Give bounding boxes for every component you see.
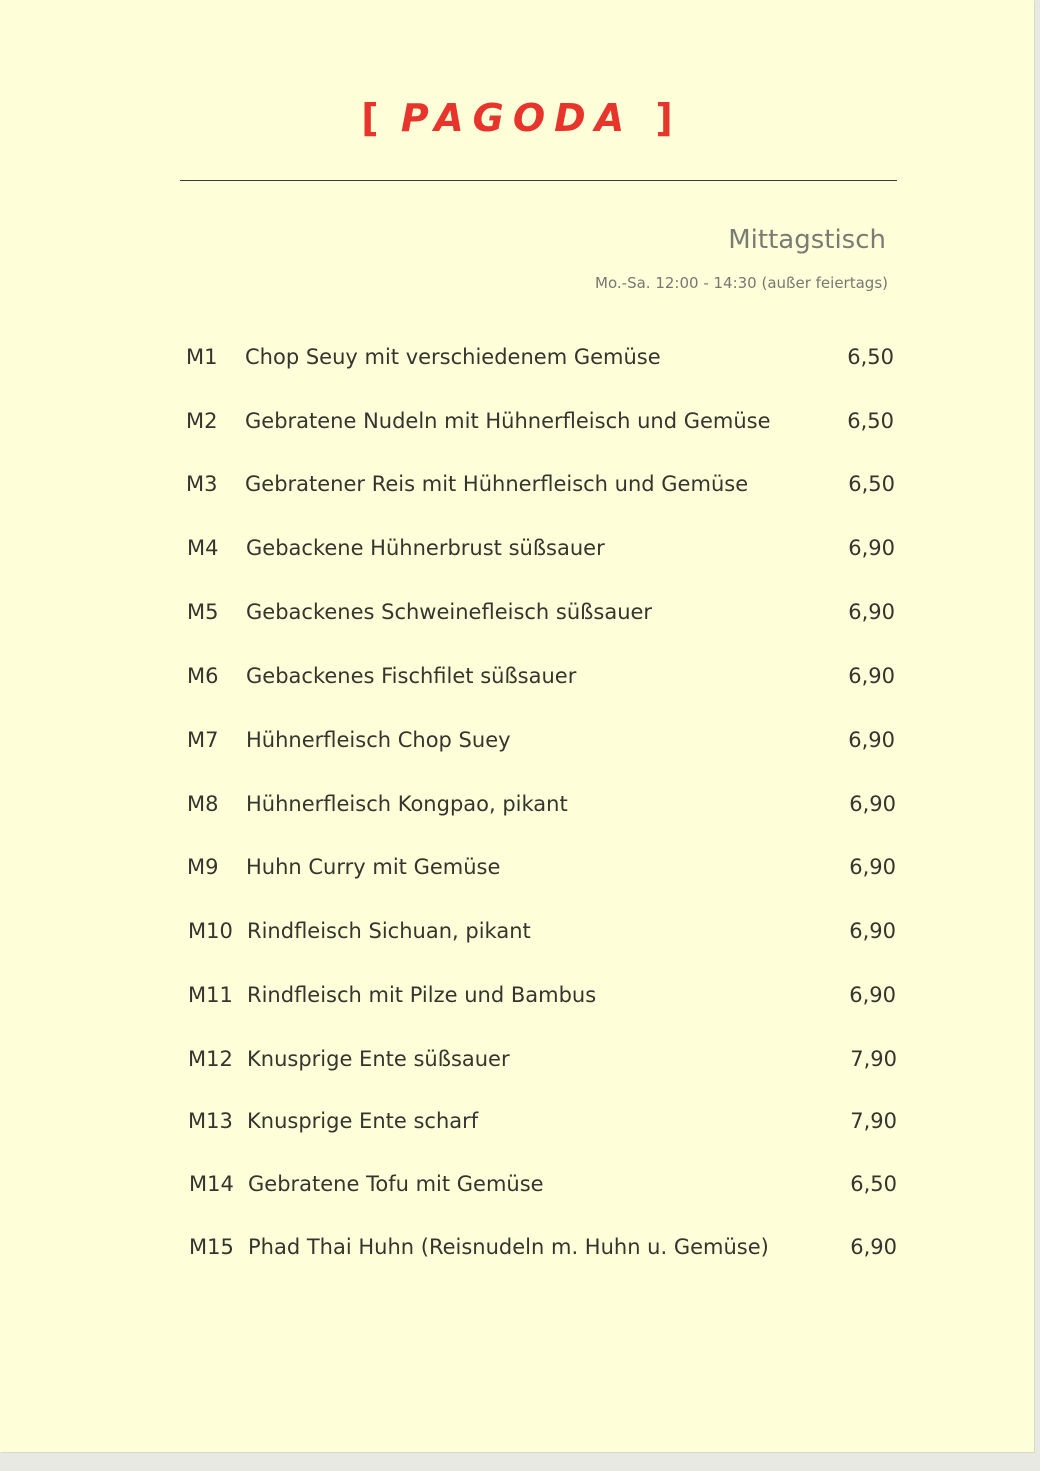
menu-item [187, 660, 895, 692]
item-code: M2 [186, 409, 218, 433]
menu-item [187, 596, 895, 628]
item-name: Huhn Curry mit Gemüse [246, 855, 501, 879]
item-name: Gebratene Tofu mit Gemüse [248, 1172, 544, 1196]
menu-item [189, 1231, 897, 1263]
item-code: M11 [188, 983, 233, 1007]
section-title: Mittagstisch [728, 225, 886, 255]
item-code: M12 [188, 1047, 233, 1071]
menu-item [188, 1043, 897, 1075]
item-code: M4 [187, 536, 219, 560]
item-name: Hühnerfleisch Kongpao, pikant [246, 792, 568, 816]
menu-item [188, 979, 896, 1011]
item-code: M7 [187, 728, 219, 752]
item-price: 6,50 [847, 345, 894, 369]
menu-item [186, 468, 895, 500]
item-name: Rindfleisch Sichuan, pikant [247, 919, 531, 943]
item-name: Phad Thai Huhn (Reisnudeln m. Huhn u. Gemüse) [248, 1235, 769, 1259]
menu-item [189, 1168, 897, 1200]
item-code: M14 [189, 1172, 234, 1196]
item-code: M6 [187, 664, 219, 688]
menu-item [187, 788, 896, 820]
item-price: 6,90 [849, 983, 896, 1007]
item-price: 7,90 [850, 1109, 897, 1133]
item-name: Chop Seuy mit verschiedenem Gemüse [245, 345, 661, 369]
menu-item [188, 915, 896, 947]
item-code: M1 [186, 345, 218, 369]
item-name: Gebackene Hühnerbrust süßsauer [246, 536, 605, 560]
item-code: M9 [187, 855, 219, 879]
logo-bracket-right: ] [655, 96, 673, 140]
item-name: Gebratene Nudeln mit Hühnerfleisch und Gemüse [245, 409, 771, 433]
item-name: Gebratener Reis mit Hühnerfleisch und Gemüse [245, 472, 749, 496]
item-code: M8 [187, 792, 219, 816]
item-price: 7,90 [850, 1047, 897, 1071]
item-price: 6,50 [850, 1172, 897, 1196]
menu-item [187, 532, 895, 564]
menu-item [188, 1105, 897, 1137]
menu-item [187, 724, 895, 756]
item-price: 6,90 [848, 664, 895, 688]
item-name: Rindfleisch mit Pilze und Bambus [247, 983, 597, 1007]
item-price: 6,50 [847, 409, 894, 433]
item-code: M15 [189, 1235, 234, 1259]
item-price: 6,90 [850, 1235, 897, 1259]
item-code: M3 [186, 472, 218, 496]
item-name: Hühnerfleisch Chop Suey [246, 728, 511, 752]
item-price: 6,90 [849, 792, 896, 816]
item-name: Gebackenes Schweinefleisch süßsauer [246, 600, 653, 624]
item-price: 6,90 [848, 600, 895, 624]
logo-text: PAGODA [400, 96, 634, 140]
item-name: Gebackenes Fischfilet süßsauer [246, 664, 577, 688]
item-price: 6,90 [849, 855, 896, 879]
item-price: 6,50 [848, 472, 895, 496]
item-price: 6,90 [848, 536, 895, 560]
menu-item [186, 405, 894, 437]
item-code: M13 [188, 1109, 233, 1133]
item-name: Knusprige Ente süßsauer [247, 1047, 510, 1071]
menu-item [187, 851, 896, 883]
item-price: 6,90 [849, 919, 896, 943]
opening-hours: Mo.-Sa. 12:00 - 14:30 (außer feiertags) [595, 274, 888, 292]
item-code: M5 [187, 600, 219, 624]
item-price: 6,90 [848, 728, 895, 752]
item-code: M10 [188, 919, 233, 943]
logo-bracket-left: [ [361, 96, 379, 140]
item-name: Knusprige Ente scharf [247, 1109, 479, 1133]
menu-item [186, 341, 894, 373]
